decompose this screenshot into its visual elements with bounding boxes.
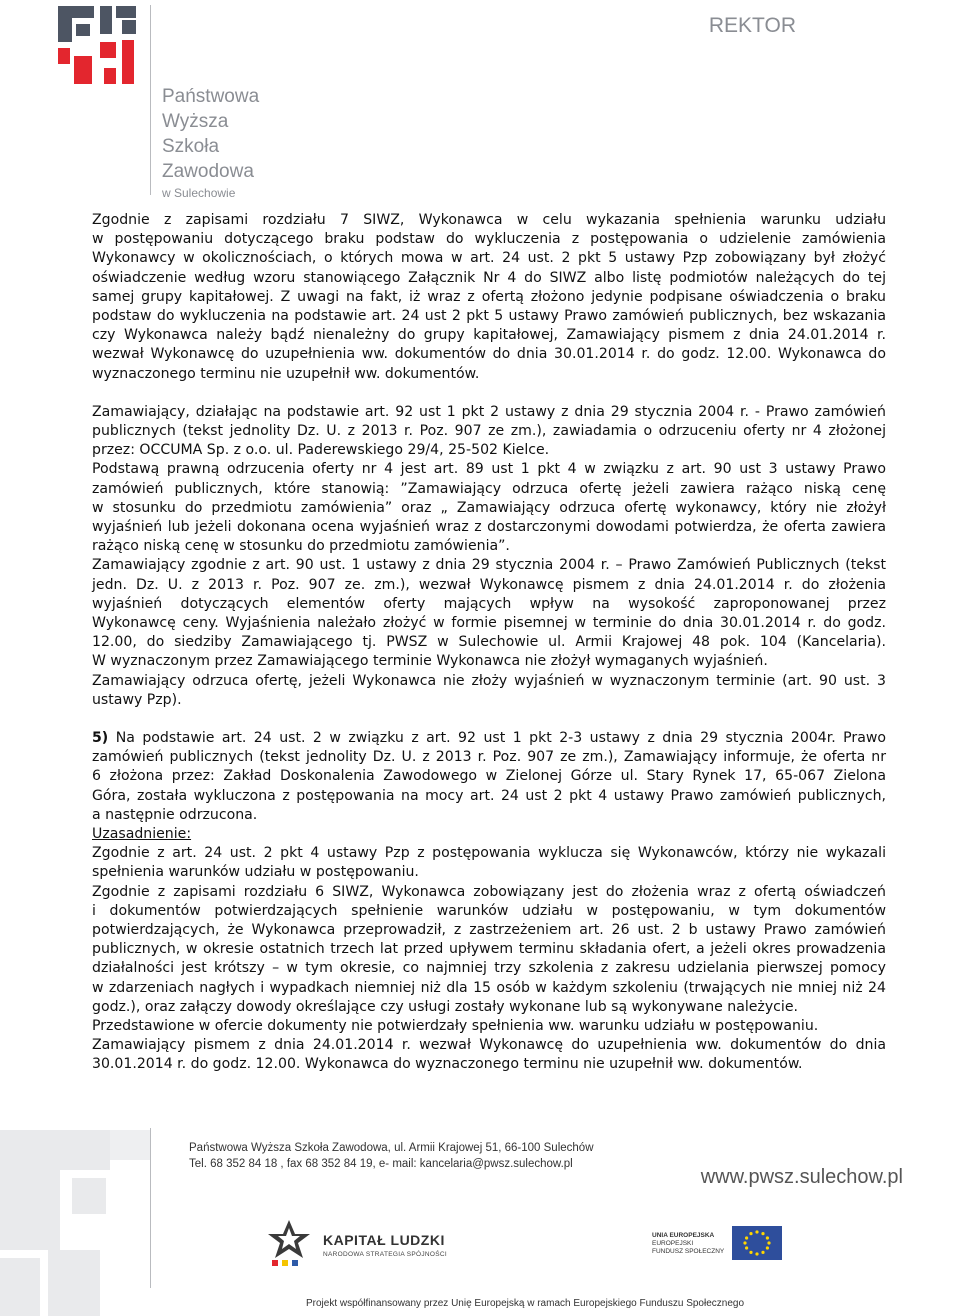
justification-line: Zgodnie z zapisami rozdziału 6 SIWZ, Wykonawca zobowiązany jest do złożenia wraz z ofertą oświadczeń [92,883,886,900]
section-5-line: 6 złożona przez: Zakład Doskonalenia Zawodowego w Zielonej Górze ul. Stary Rynek 17, 65-067 Zielona [92,768,886,785]
body-line: rażąco niską cenę w stosunku do przedmiotu zamówienia”. [92,538,510,555]
body-line: Zamawiający odrzuca ofertę, jeżeli Wykonawca nie złoży wyjaśnień w wyznaczonym terminie (art. 90 ust. 3 [92,672,886,689]
body-line: przez: OCCUMA Sp. z o.o. ul. Paderewskiego 29/4, 25-502 Kielce. [92,442,550,459]
institution-name-line: Państwowa [162,86,260,107]
eu-flag-icon [732,1226,782,1260]
institution-name-line: Zawodowa [162,161,254,182]
pwsz-logo [56,6,136,86]
justification-line: spełnienia warunków udziału w postępowaniu. [92,864,419,881]
body-line: 12.00, do siedziby Zamawiającego tj. PWSZ w Sulechowie ul. Armii Krajowej 48 pok. 104 (Kancelaria). [92,634,886,651]
body-line: wyjaśnień dotyczących elementów oferty mających wpływ na wysokość zaproponowanej przez [92,595,886,612]
website-link[interactable]: www.pwsz.sulechow.pl [700,1166,903,1188]
document-body [92,211,886,1074]
body-line: zamówień publicznych, które stanowią: ”Zamawiający odrzuca ofertę jeżeli zawiera rażąco niską cenę [92,480,886,497]
footer-divider [150,1128,151,1288]
body-line: Zgodnie z zapisami rozdziału 7 SIWZ, Wykonawca w celu wykazania spełnienia warunku udziału [92,212,886,228]
kapital-ludzki-subtitle: NARODOWA STRATEGIA SPÓJNOŚCI [323,1251,447,1258]
section-5-line: zamówień publicznych (tekst jednolity Dz. U. z 2013 r. Poz. 907 ze zm.), Zamawiający informuje, że oferta nr [92,749,886,766]
justification-heading [92,825,886,844]
body-line: Wykonawcy w okolicznościach, o których mowa w art. 24 ust. 2 pkt 5 ustawy Pzp zobowiązany był złożyć [92,250,886,267]
body-line: podstaw do wykluczenia na podstawie art. 24 ust 2 pkt 5 ustawy Prawo zamówień publicznych, bez wskazania [92,307,886,324]
kapital-ludzki-logo-icon [262,1218,316,1268]
section-5-lines [92,748,886,825]
body-line: wyznaczonego terminu nie uzupełnił ww. dokumentów. [92,365,480,382]
body-line: publicznych (tekst jednolity Dz. U. z 2013 r. Poz. 907 ze zm.), zawiadamia o odrzuceniu oferty nr 4 złożonej [92,423,886,440]
footer-contact: Tel. 68 352 84 18 , fax 68 352 84 19, e- mail: kancelaria@pwsz.sulechow.pl [189,1158,573,1170]
body-line: Wykonawcę ceny. Wyjaśnienia należało złożyć w formie pisemnej w terminie do dnia 30.01.2014 r. do godz. [92,614,886,631]
eu-label-line: FUNDUSZ SPOŁECZNY [652,1248,725,1255]
section-number: 5) [92,730,109,747]
justification-line: i dokumentów potwierdzających spełnienie warunków udziału w postępowaniu, w tym dokumentów [92,902,886,919]
footer-address: Państwowa Wyższa Szkoła Zawodowa, ul. Armii Krajowej 51, 66-100 Sulechów [189,1142,594,1154]
project-cofinancing-note: Projekt współfinansowany przez Unię Europejską w ramach Europejskiego Funduszu Społecznego [306,1298,745,1309]
body-line: oświadczenie według wzoru stanowiącego Załącznik Nr 4 do SIWZ albo listę podmiotów należących do tej [92,269,886,286]
justification-line: działalności jest krótszy – w tym okresie, co najmniej trzy szkolenia z zakresu udzielania pierwszej pomocy [92,960,886,977]
justification-heading-text: Uzasadnienie: [92,826,192,842]
body-line: samej grupy kapitałowej. Z uwagi na fakt, iż wraz z ofertą złożono jedynie podpisane oświadczenia o braku [92,288,886,305]
body-line: czy Wykonawca należy bądź nienależny do grupy kapitałowej, Zamawiający pismem z dnia 24.01.2014 r. [92,327,886,344]
body-line [92,384,886,403]
section-5-line: a następnie odrzucona. [92,806,258,823]
section-5-line: Góra, została wykluczona z postępowania na mocy art. 24 ust 2 pkt 4 ustawy Prawo zamówień publicznych, [92,787,886,804]
body-line: Podstawą prawną odrzucenia oferty nr 4 jest art. 89 ust 1 pkt 4 w związku z art. 90 ust 3 ustawy Prawo [92,461,886,478]
body-line: wyjaśnień lub jeżeli dokonana ocena wyjaśnień wraz z dostarczonymi dowodami potwierdza, że oferta zawiera [92,519,886,535]
eu-label [652,1232,724,1256]
header-divider [150,5,151,195]
body-paragraphs [92,211,886,729]
body-line: ustawy Pzp). [92,691,182,708]
justification-line: godz.), oraz załączy dowody określające czy usługi zostały wykonane lub są wykonywane należycie. [92,998,798,1015]
justification-line: Zamawiający pismem z dnia 24.01.2014 r. wezwał Wykonawcę do uzupełnienia ww. dokumentów do dnia [92,1037,886,1054]
justification-line: w zdarzeniach nagłych i wypadkach niemniej niż dla 15 osób w każdym szkoleniu (trwających nie mniej niż 24 [92,979,886,996]
footer-logo-decoration [0,1130,150,1316]
justification-line: potwierdzających, że Wykonawca przeprowadził, z zastrzeżeniem art. 26 ust. 2 b ustawy Prawo zamówień [92,921,886,938]
justification-lines [92,844,886,1074]
body-line: jedn. Dz. U. z 2013 r. Poz. 907 ze. zm.), wezwał Wykonawcę pismem z dnia 24.01.2014 r. do złożenia [92,576,886,593]
section-5-line-text: Na podstawie art. 24 ust. 2 w związku z art. 92 ust 1 pkt 2-3 ustawy z dnia 29 stycznia 2004r. Prawo [108,730,886,747]
institution-name-line: Wyższa [162,111,229,132]
justification-line: Przedstawione w ofercie dokumenty nie potwierdzały spełnienia ww. warunku udziału w postępowaniu. [92,1017,819,1034]
body-line: w postępowaniu dotyczącego braku podstaw do wykluczenia z postępowania o udzielenie zamówienia [92,231,886,248]
section-5-first-line [92,729,886,748]
institution-name-line: w Sulechowie [162,186,236,200]
justification-line: 30.01.2014 r. do godz. 12.00. Wykonawca do wyznaczonego terminu nie uzupełnił ww. dokumentów. [92,1056,803,1073]
eu-label-line: EUROPEJSKI [652,1240,694,1247]
body-line: wezwał Wykonawcę do uzupełnienia ww. dokumentów do dnia 30.01.2014 r. do godz. 12.00. Wykonawca do [92,346,886,363]
rektor-label: REKTOR [708,14,796,37]
body-line: W wyznaczonym przez Zamawiającego terminie Wykonawca nie złożył wymaganych wyjaśnień. [92,653,768,670]
justification-line: Zgodnie z art. 24 ust. 2 pkt 4 ustawy Pzp z postępowania wyklucza się Wykonawców, którzy nie wykazali [92,845,886,862]
body-line: w stosunku do przedmiotu zamówienia” oraz „ Zamawiający odrzuca ofertę wykonawcy, który nie złożył [92,499,886,516]
eu-label-line: UNIA EUROPEJSKA [652,1232,715,1239]
body-line: Zamawiający, działając na podstawie art. 92 ust 1 pkt 2 ustawy z dnia 29 stycznia 2004 r. - Prawo zamówień [92,403,886,420]
justification-line: publicznych, w okresie ostatnich trzech lat przed upływem terminu składania ofert, a jeżeli okres prowadzenia [92,941,886,958]
kapital-ludzki-title: KAPITAŁ LUDZKI [323,1232,445,1248]
body-line [92,710,886,729]
body-line: Zamawiający zgodnie z art. 90 ust. 1 ustawy z dnia 29 stycznia 2004 r. – Prawo Zamówień Publicznych (tekst [92,557,886,574]
institution-name-line: Szkoła [162,136,220,157]
